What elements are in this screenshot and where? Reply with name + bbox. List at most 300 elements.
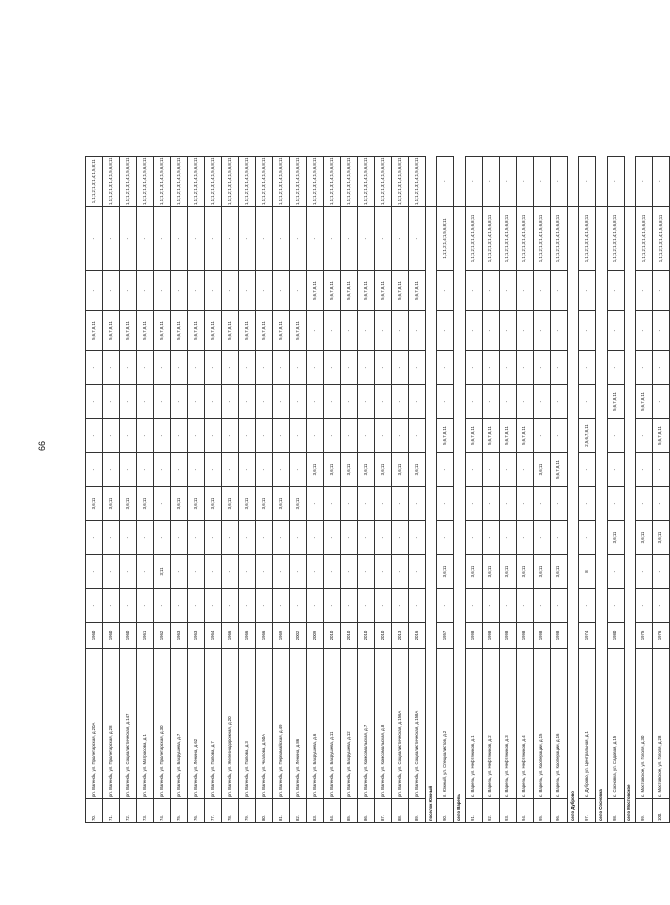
table-cell: - — [550, 589, 567, 623]
table-cell: - — [171, 419, 188, 453]
table-cell: - — [273, 385, 290, 419]
table-cell: с. Вареnь, ул. Нефтяников, д.1 — [465, 649, 482, 799]
section-label: поселок Южный — [426, 207, 437, 823]
table-cell: - — [516, 453, 533, 487]
table-cell: - — [120, 589, 137, 623]
table-cell: - — [482, 487, 499, 521]
table-cell: 1,1;1,2;1,3;1,4;1,5,6,8;11 — [341, 156, 358, 206]
table-row — [358, 156, 375, 822]
table-cell: - — [499, 385, 516, 419]
table-cell: - — [392, 419, 409, 453]
table-cell: 2013 — [392, 623, 409, 649]
table-cell: - — [392, 521, 409, 555]
table-cell: рп. Вareнdь, ул. Попова, д.7 — [205, 649, 222, 799]
table-cell: - — [239, 555, 256, 589]
table-cell: - — [437, 453, 454, 487]
table-cell: - — [635, 589, 652, 623]
table-cell: 1969 — [273, 623, 290, 649]
table-cell: - — [103, 555, 120, 589]
table-cell: 3,6;11 — [652, 521, 669, 555]
table-row — [290, 156, 307, 822]
table-cell: - — [256, 453, 273, 487]
table-cell: - — [533, 521, 550, 555]
table-cell: рп. Вareнdь, ул. Чкалова, д.50А — [256, 649, 273, 799]
table-cell: - — [516, 589, 533, 623]
table-cell: - — [222, 271, 239, 311]
table-cell: 5,6,7,8,11 — [256, 311, 273, 351]
table-cell: 3,6;11 — [516, 555, 533, 589]
table-cell: 5,6,7,8,11 — [154, 311, 171, 351]
table-cell: - — [86, 453, 103, 487]
table-cell: - — [324, 207, 341, 271]
table-row — [499, 156, 516, 822]
table-cell: - — [516, 385, 533, 419]
table-cell: - — [256, 521, 273, 555]
table-cell: - — [635, 453, 652, 487]
table-cell: 1,1;1,2;1,3;1,4;1,5,6,8;11 — [171, 156, 188, 206]
table-cell: 1,1;1,2;1,3;1,4;1,5,6,8;11 — [392, 156, 409, 206]
table-cell: 3,6;11 — [222, 487, 239, 521]
table-cell: 3,6;11 — [239, 487, 256, 521]
table-cell: 3,6;11 — [120, 487, 137, 521]
table-cell: 1998 — [482, 623, 499, 649]
table-cell: - — [550, 351, 567, 385]
table-cell: рп. Вareнdь, ул. Бахрушева, д.12 — [341, 649, 358, 799]
table-cell: 5,6,7,8,11 — [290, 311, 307, 351]
table-cell: - — [120, 453, 137, 487]
table-cell: - — [307, 487, 324, 521]
table-cell: - — [273, 453, 290, 487]
table-cell: - — [482, 589, 499, 623]
table-cell: 5,6,7,8,11 — [188, 311, 205, 351]
table-row — [103, 156, 120, 822]
table-cell: - — [533, 351, 550, 385]
table-cell: 3,6;11 — [137, 487, 154, 521]
table-cell: - — [465, 351, 482, 385]
table-row — [635, 156, 652, 822]
table-cell: - — [307, 555, 324, 589]
table-cell: - — [409, 555, 426, 589]
table-cell: - — [188, 521, 205, 555]
table-cell: рп. Вareнdь, ул. Пролетарская, д.28 — [103, 649, 120, 799]
table-cell: 1,1;1,2;1,3;1,4;1,5,6,8;11 — [103, 156, 120, 206]
table-cell: - — [137, 271, 154, 311]
table-cell: - — [409, 385, 426, 419]
table-cell: - — [579, 521, 596, 555]
table-cell: - — [607, 351, 624, 385]
table-cell: 1963 — [188, 623, 205, 649]
table-cell: - — [499, 487, 516, 521]
table-cell: 1,1;1,2;1,3;1,4;1,5,6,8;11 — [516, 207, 533, 271]
table-cell: - — [358, 385, 375, 419]
table-cell: 1976 — [652, 623, 669, 649]
table-cell: - — [307, 589, 324, 623]
table-cell: 1960 — [120, 623, 137, 649]
table-cell: - — [324, 487, 341, 521]
table-cell: - — [324, 351, 341, 385]
table-cell: с. Вареnь, ул. Нефтяников, д.2 — [482, 649, 499, 799]
table-cell: 5,6,7,8,11 — [171, 311, 188, 351]
table-cell: - — [103, 589, 120, 623]
table-cell: - — [188, 419, 205, 453]
table-cell: - — [341, 589, 358, 623]
table-cell: - — [375, 207, 392, 271]
table-cell: - — [290, 207, 307, 271]
table-cell: 1957 — [437, 623, 454, 649]
table-cell: - — [171, 555, 188, 589]
table-cell: - — [290, 589, 307, 623]
table-cell: рп. Вareнdь, ул. Бахрушева, д.6 — [307, 649, 324, 799]
table-cell: - — [256, 271, 273, 311]
table-cell: - — [239, 351, 256, 385]
table-cell: - — [154, 207, 171, 271]
table-cell: - — [103, 385, 120, 419]
table-cell: - — [516, 487, 533, 521]
table-cell: - — [205, 589, 222, 623]
table-cell: - — [550, 271, 567, 311]
table-cell: 1,1;1,2;1,3;1,4;1,5,6,8;11 — [482, 207, 499, 271]
table-cell: - — [222, 589, 239, 623]
table-cell: 80. — [256, 799, 273, 823]
table-cell: - — [499, 351, 516, 385]
table-cell: - — [154, 589, 171, 623]
table-cell: - — [652, 453, 669, 487]
table-cell: - — [358, 589, 375, 623]
table-cell: - — [607, 589, 624, 623]
table-cell: - — [635, 351, 652, 385]
table-cell: - — [635, 311, 652, 351]
table-cell: 3,6;11 — [341, 453, 358, 487]
table-cell: с. Вареnь, ул. Нефтяников, д.3 — [499, 649, 516, 799]
table-row — [273, 156, 290, 822]
table-cell: 5,6,7,8,11 — [375, 271, 392, 311]
table-cell: 3,6;11 — [465, 555, 482, 589]
table-cell: - — [516, 521, 533, 555]
table-cell: - — [516, 311, 533, 351]
table-cell: - — [137, 385, 154, 419]
table-cell: - — [607, 555, 624, 589]
table-cell: 82. — [290, 799, 307, 823]
section-label: село Сосновка — [596, 207, 607, 823]
table-cell: 8 — [579, 555, 596, 589]
table-cell: 3,6;11 — [499, 555, 516, 589]
table-row — [579, 156, 596, 822]
table-cell: - — [635, 419, 652, 453]
table-cell: - — [239, 385, 256, 419]
table-cell: с. Дуброво, ул. Центральная, д.1 — [579, 649, 596, 799]
table-cell: 1,1;1,2;1,3;1,4;1,5,6,8;11 — [579, 207, 596, 271]
table-cell: 75. — [171, 799, 188, 823]
table-cell: - — [324, 311, 341, 351]
table-cell: - — [465, 521, 482, 555]
table-cell: - — [188, 385, 205, 419]
table-cell: - — [205, 555, 222, 589]
table-cell: - — [607, 156, 624, 206]
table-cell: - — [392, 589, 409, 623]
table-cell: - — [137, 351, 154, 385]
table-cell: рп. Вareнdь, ул. Ленина, д.86 — [290, 649, 307, 799]
table-cell: 5,6,7,8,11 — [516, 419, 533, 453]
table-cell: - — [652, 271, 669, 311]
table-cell: 1975 — [635, 623, 652, 649]
table-cell: - — [341, 351, 358, 385]
table-cell: - — [171, 351, 188, 385]
table-cell: - — [256, 207, 273, 271]
table-cell: - — [188, 555, 205, 589]
table-cell: - — [205, 521, 222, 555]
table-cell: 1,1;1,2;1,3;1,4;1,5,6,8;11 — [256, 156, 273, 206]
table-cell: - — [103, 453, 120, 487]
table-cell: 3,6;11 — [375, 453, 392, 487]
table-cell: - — [120, 521, 137, 555]
table-cell: 5,6,7,8,11 — [137, 311, 154, 351]
table-cell: 2,5,6,7,8,11 — [579, 419, 596, 453]
table-cell: 1966 — [239, 623, 256, 649]
table-cell: - — [341, 385, 358, 419]
table-cell: 5,6,7,8,11 — [205, 311, 222, 351]
table-cell: - — [550, 487, 567, 521]
table-cell: 1966 — [256, 623, 273, 649]
table-cell: 5,6,7,8,11 — [358, 271, 375, 311]
table-cell: 1,1;1,2;1,3;1,4;1,5,6,8;11 — [635, 207, 652, 271]
table-cell: - — [607, 311, 624, 351]
table-cell: рп. Вareнdь, ул. Попова, д.3 — [239, 649, 256, 799]
table-cell: 5,6,7,8,11 — [86, 311, 103, 351]
table-cell: 3,6;11 — [533, 453, 550, 487]
table-cell: - — [154, 271, 171, 311]
table-cell: 96. — [550, 799, 567, 823]
table-cell: 3,6;11 — [307, 453, 324, 487]
table-cell: - — [171, 385, 188, 419]
table-cell: - — [273, 521, 290, 555]
table-cell: 79. — [239, 799, 256, 823]
table-cell: - — [171, 589, 188, 623]
table-row — [516, 156, 533, 822]
table-cell: - — [171, 521, 188, 555]
table-cell: - — [307, 351, 324, 385]
table-cell: - — [103, 271, 120, 311]
table-cell: 5,6,7,8,11 — [392, 271, 409, 311]
table-cell: - — [120, 271, 137, 311]
table-row — [86, 156, 103, 822]
table-cell: - — [86, 207, 103, 271]
table-row — [205, 156, 222, 822]
table-row — [465, 156, 482, 822]
table-cell: 1,1;1,2;1,3;1,4;1,5,6,8;11 — [188, 156, 205, 206]
table-cell: 1,1;1,2;1,3;1,4;1,5,6,8;11 — [137, 156, 154, 206]
table-cell: 3,6;11 — [607, 521, 624, 555]
table-cell: рп. Вareнdь, ул. Бахрушева, д.7 — [171, 649, 188, 799]
page-number: 66 — [37, 440, 47, 451]
table-row — [341, 156, 358, 822]
table-cell: 2009 — [307, 623, 324, 649]
table-cell: - — [499, 521, 516, 555]
table-cell: - — [392, 555, 409, 589]
table-cell: - — [607, 453, 624, 487]
table-cell: - — [239, 271, 256, 311]
table-cell: рп. Вareнdь, ул. Матросова, д.1 — [137, 649, 154, 799]
table-cell: рп. Вareнdь, ул. Пролетарская, д.30 — [154, 649, 171, 799]
table-cell: - — [205, 207, 222, 271]
table-row — [392, 156, 409, 822]
table-cell: 5,6,7,8,11 — [437, 419, 454, 453]
table-cell: 99. — [635, 799, 652, 823]
table-row — [482, 156, 499, 822]
table-cell: - — [482, 311, 499, 351]
table-cell: 86. — [358, 799, 375, 823]
table-cell: рп. Вareнdь, ул. Бахрушева, д.11 — [324, 649, 341, 799]
table-cell: - — [358, 207, 375, 271]
table-cell: - — [120, 555, 137, 589]
table-cell: - — [392, 311, 409, 351]
table-cell: - — [86, 385, 103, 419]
table-cell: 92. — [482, 799, 499, 823]
table-cell: 1974 — [579, 623, 596, 649]
table-cell: - — [358, 487, 375, 521]
table-cell: - — [86, 555, 103, 589]
table-cell: с. Вареnь, ул. Нефтяников, д.4 — [516, 649, 533, 799]
table-row — [154, 156, 171, 822]
table-cell: 1,1;1,2;1,4;1,5,6,8;11 — [437, 207, 454, 271]
table-row — [652, 156, 669, 822]
table-cell: 3,6;11 — [409, 453, 426, 487]
table-cell: 89. — [409, 799, 426, 823]
table-cell: - — [652, 555, 669, 589]
table-cell: - — [533, 271, 550, 311]
table-cell: - — [482, 351, 499, 385]
table-cell: - — [290, 385, 307, 419]
table-cell: 90. — [437, 799, 454, 823]
table-cell: 5,6,7,8,11 — [273, 311, 290, 351]
table-cell: 5,6,7,8,11 — [120, 311, 137, 351]
table-cell: - — [222, 207, 239, 271]
table-cell: - — [437, 311, 454, 351]
table-cell: - — [533, 487, 550, 521]
table-cell: - — [239, 453, 256, 487]
table-cell: - — [205, 351, 222, 385]
table-cell: - — [499, 453, 516, 487]
table-cell: - — [239, 589, 256, 623]
table-cell: - — [465, 453, 482, 487]
table-cell: 3,6;11 — [482, 555, 499, 589]
table-cell: 1962 — [154, 623, 171, 649]
table-row — [607, 156, 624, 822]
table-cell: с. Мостовское, ул. Гоголя, д.30 — [635, 649, 652, 799]
table-cell: 83. — [307, 799, 324, 823]
table-cell: - — [154, 487, 171, 521]
table-cell: - — [465, 271, 482, 311]
table-cell: 3,6;11 — [205, 487, 222, 521]
table-cell: - — [341, 555, 358, 589]
table-cell: - — [103, 521, 120, 555]
table-cell: - — [120, 385, 137, 419]
table-cell: 5,6,7,8,11 — [482, 419, 499, 453]
table-row — [188, 156, 205, 822]
table-cell: - — [188, 453, 205, 487]
table-cell: - — [290, 419, 307, 453]
table-cell: 1,1;1,2;1,3;1,4;1,5,6,8;11 — [120, 156, 137, 206]
table-row — [239, 156, 256, 822]
table-cell: 1,1;1,2;1,3;1,4;1,5,6,8;11 — [607, 207, 624, 271]
table-cell: - — [222, 385, 239, 419]
table-cell: - — [188, 351, 205, 385]
table-cell: - — [482, 271, 499, 311]
table-row — [256, 156, 273, 822]
table-row — [137, 156, 154, 822]
table-cell: 77. — [205, 799, 222, 823]
table-cell: 3,6;11 — [533, 555, 550, 589]
table-cell: 1960 — [103, 623, 120, 649]
table-cell: - — [324, 385, 341, 419]
table-cell: 93. — [499, 799, 516, 823]
table-cell: - — [607, 419, 624, 453]
table-cell: - — [482, 521, 499, 555]
table-section-row — [567, 156, 578, 822]
table-cell: - — [437, 521, 454, 555]
table-cell: - — [579, 156, 596, 206]
table-cell: - — [171, 271, 188, 311]
table-cell: - — [409, 311, 426, 351]
table-cell: 5,6,7,8,11 — [341, 271, 358, 311]
table-cell: - — [324, 555, 341, 589]
table-cell: 72. — [120, 799, 137, 823]
table-cell: - — [579, 385, 596, 419]
table-cell: - — [482, 156, 499, 206]
table-cell: 1,1;1,2;1,3;1,4;1,5,6,8;11 — [290, 156, 307, 206]
table-cell: - — [86, 419, 103, 453]
table-cell: - — [273, 207, 290, 271]
table-cell: - — [341, 419, 358, 453]
table-cell: - — [533, 589, 550, 623]
table-cell: - — [205, 453, 222, 487]
table-cell: - — [137, 453, 154, 487]
table-cell: 5,6,7,8,11 — [607, 385, 624, 419]
table-cell: - — [409, 521, 426, 555]
table-cell: - — [358, 555, 375, 589]
table-cell: с. Вареnь, ул. Кооперации, д.15 — [533, 649, 550, 799]
table-cell: - — [222, 555, 239, 589]
table-cell: - — [375, 385, 392, 419]
table-cell: - — [120, 207, 137, 271]
table-cell: 94. — [516, 799, 533, 823]
table-cell: - — [256, 385, 273, 419]
table-cell: - — [652, 351, 669, 385]
table-cell: - — [86, 351, 103, 385]
table-cell: - — [579, 589, 596, 623]
table-cell: 3,6;11 — [256, 487, 273, 521]
table-cell: 3,6;11 — [550, 555, 567, 589]
table-cell: 88. — [392, 799, 409, 823]
table-cell: 5,6,7,8,11 — [409, 271, 426, 311]
table-cell: - — [341, 311, 358, 351]
table-cell: 5,6,7,8,11 — [239, 311, 256, 351]
table-cell: - — [239, 419, 256, 453]
table-cell: - — [392, 351, 409, 385]
table-cell: 3,6;11 — [635, 521, 652, 555]
table-cell: - — [290, 453, 307, 487]
table-cell: - — [409, 589, 426, 623]
table-cell: 5,6,7,8,11 — [499, 419, 516, 453]
table-cell: - — [256, 351, 273, 385]
table-cell: - — [550, 156, 567, 206]
table-cell: 1,1;1,2;1,3;1,4;1,5,6,8;11 — [499, 207, 516, 271]
table-cell: - — [652, 589, 669, 623]
table-cell: 1,1;1,2;1,3;1,4;1,5,6,8;11 — [222, 156, 239, 206]
table-cell: - — [341, 207, 358, 271]
table-cell: 2010 — [358, 623, 375, 649]
table-cell: - — [256, 589, 273, 623]
table-cell: - — [358, 351, 375, 385]
